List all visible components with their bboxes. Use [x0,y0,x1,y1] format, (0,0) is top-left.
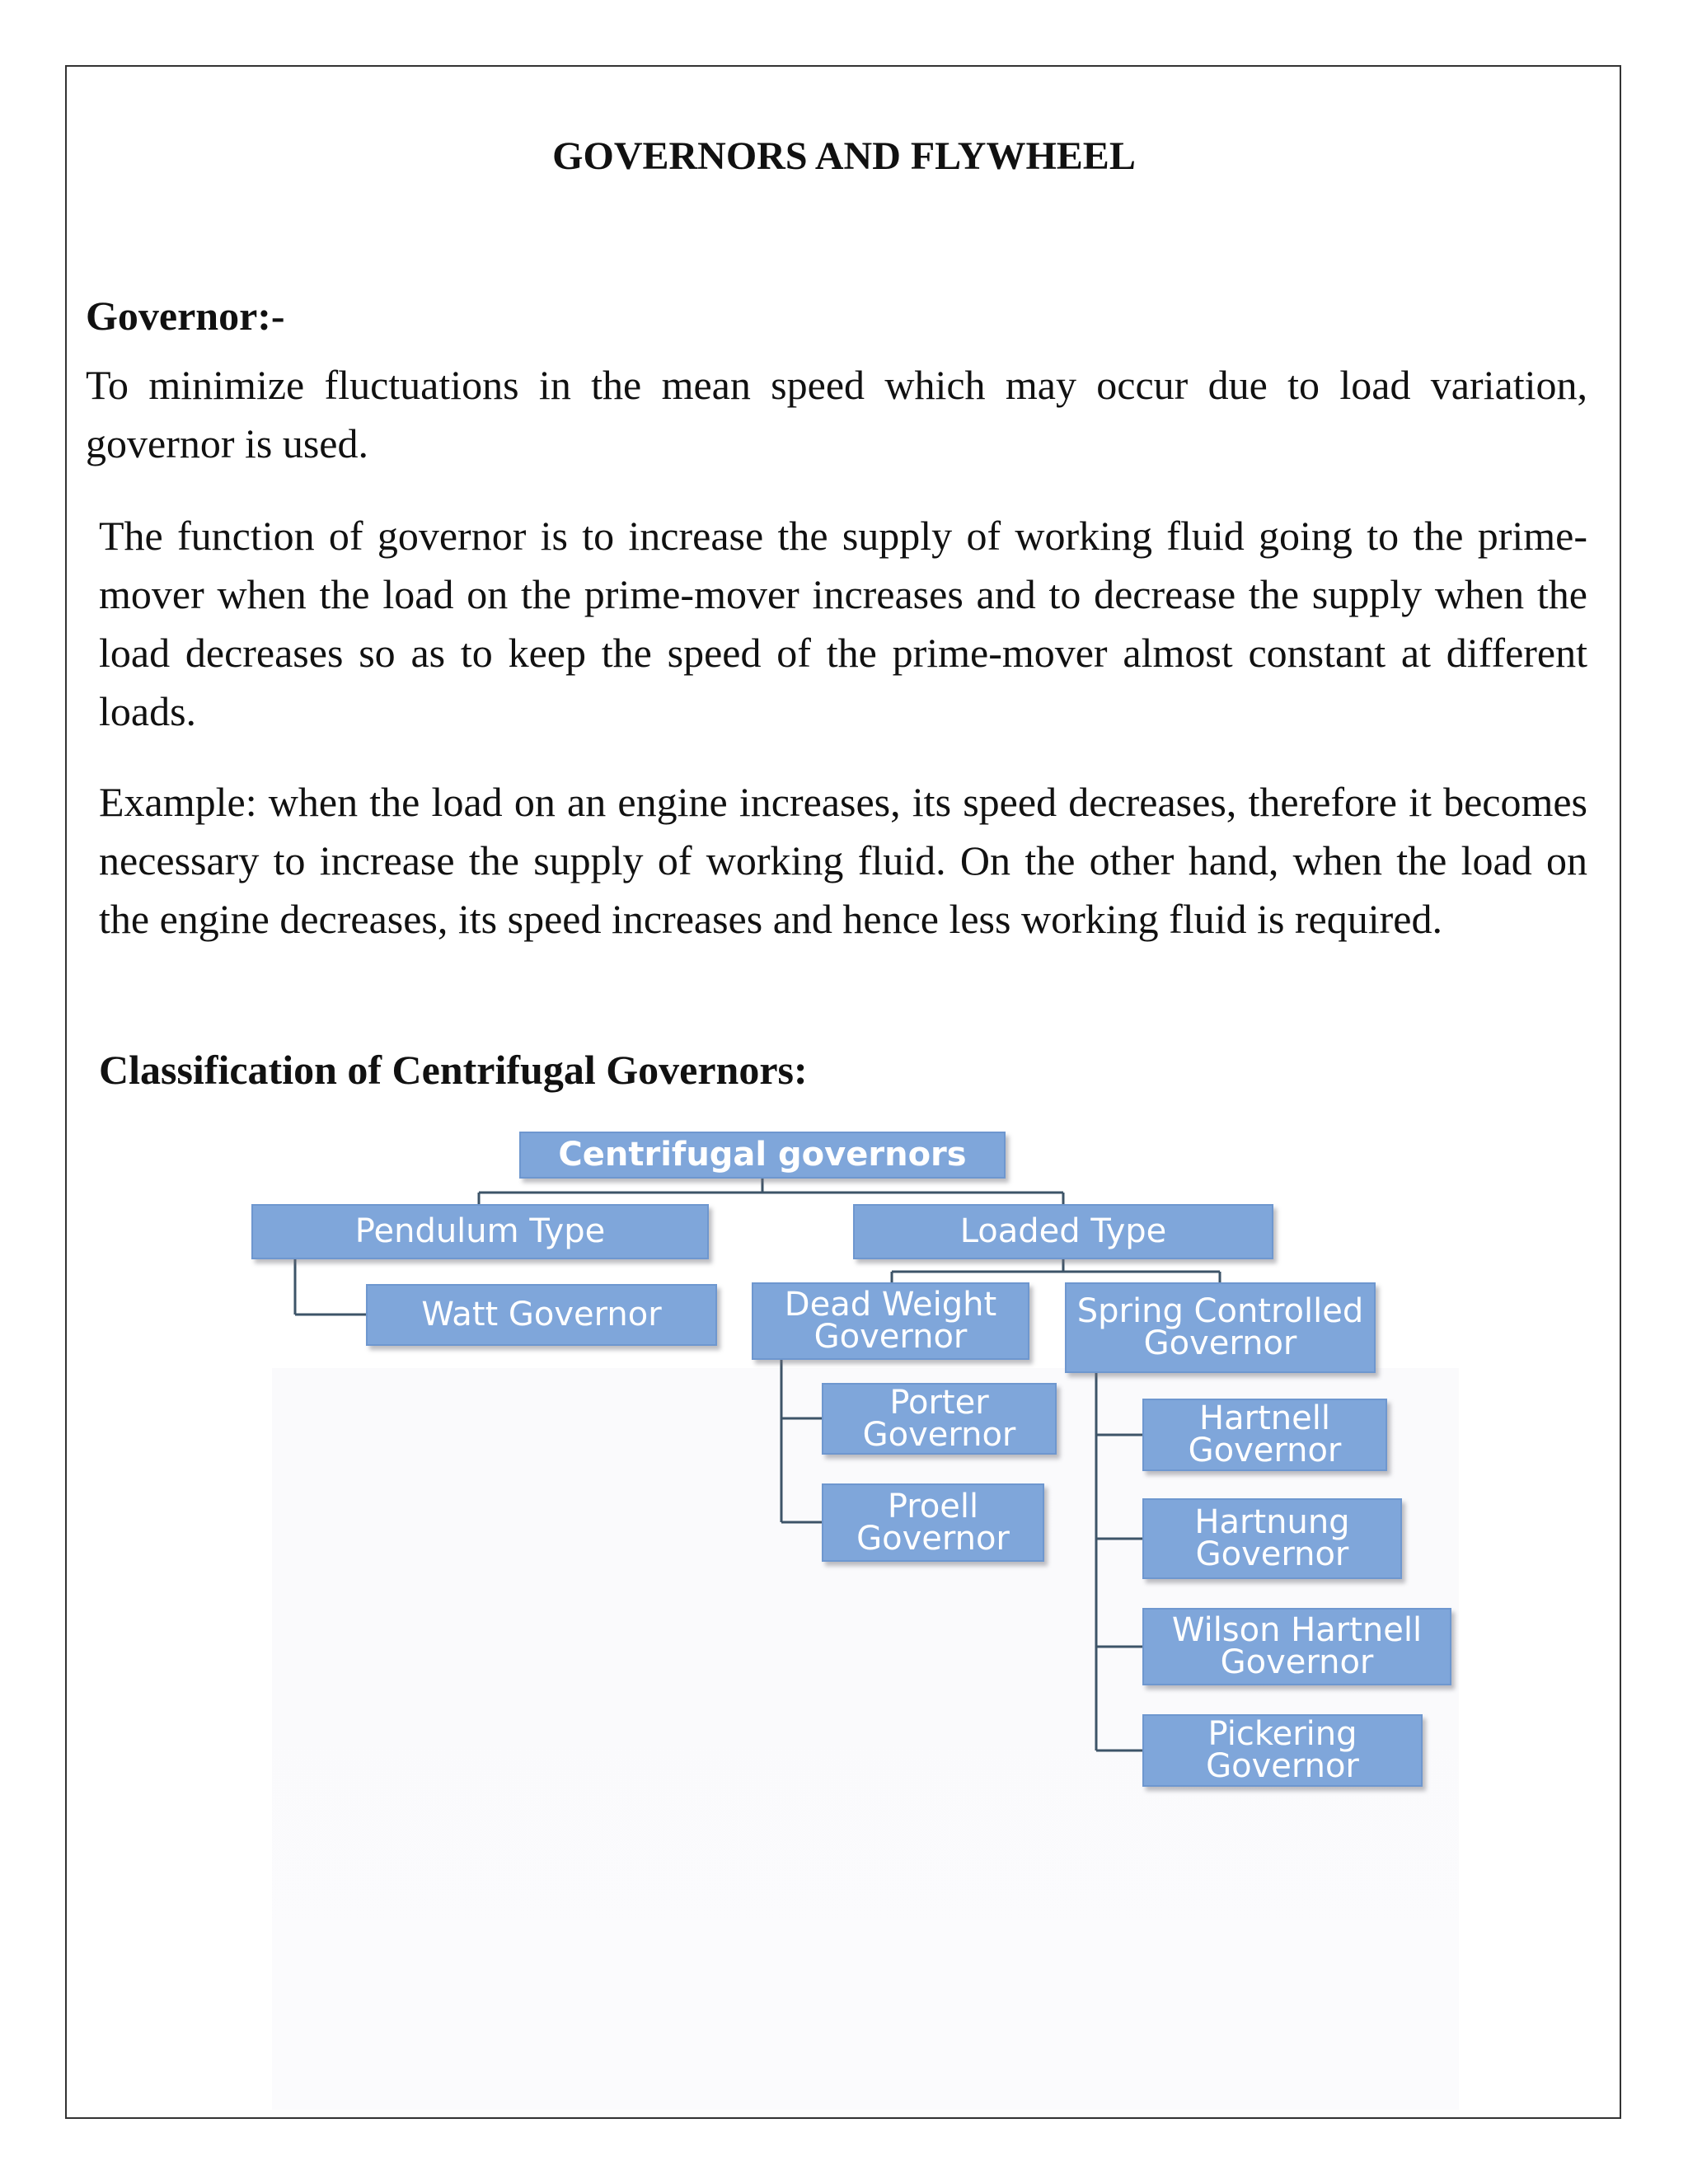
node-proell-governor [822,1483,1044,1562]
node-label: Loaded Type [959,1212,1167,1250]
node-loaded-type [853,1204,1273,1259]
node-label: Pendulum Type [354,1212,606,1250]
node-label: Watt Governor [421,1296,662,1333]
paragraph-example: Example: when the load on an engine increases, its speed decreases, therefore it becomes necessary to increase the supply of working fluid. On the other hand, when the load on the engine decreases, its speed increases and hence less working fluid is required. [99,779,1587,942]
sub-heading-classification: Classification of Centrifugal Governors: [99,1047,808,1093]
node-label: Wilson Hartnell Governor [1171,1611,1423,1681]
node-label: Pickering Governor [1206,1715,1359,1785]
node-label: Porter Governor [862,1383,1016,1454]
node-label: Hartnung Governor [1194,1503,1350,1573]
node-porter-governor [822,1383,1057,1455]
node-pickering-governor [1142,1714,1423,1787]
node-label: Spring Controlled Governor [1076,1292,1364,1362]
node-label: Centrifugal governors [558,1136,967,1174]
paragraph-function: The function of governor is to increase the supply of working fluid going to the prime-mover when the load on the prime-mover increases and to decrease the supply when the load decreases so as to keep the speed of the prime-mover almost constant at different loads. [99,513,1587,734]
paragraph-definition: To minimize fluctuations in the mean speed which may occur due to load variation, governor is used. [86,362,1587,466]
node-label: Hartnell Governor [1188,1399,1342,1469]
node-label: Proell Governor [856,1487,1010,1558]
node-wilson-hartnell-governor [1142,1608,1451,1685]
node-hartnell-governor [1142,1399,1387,1471]
section-heading-governor: Governor:- [86,293,285,339]
document-title: GOVERNORS AND FLYWHEEL [552,134,1136,178]
node-hartnung-governor [1142,1498,1402,1579]
node-pendulum-type [251,1204,709,1259]
node-watt-governor [366,1284,717,1346]
node-dead-weight-governor [752,1282,1029,1360]
node-label: Dead Weight Governor [784,1286,997,1356]
node-spring-controlled-governor [1065,1282,1376,1373]
node-centrifugal-governors [519,1132,1006,1179]
